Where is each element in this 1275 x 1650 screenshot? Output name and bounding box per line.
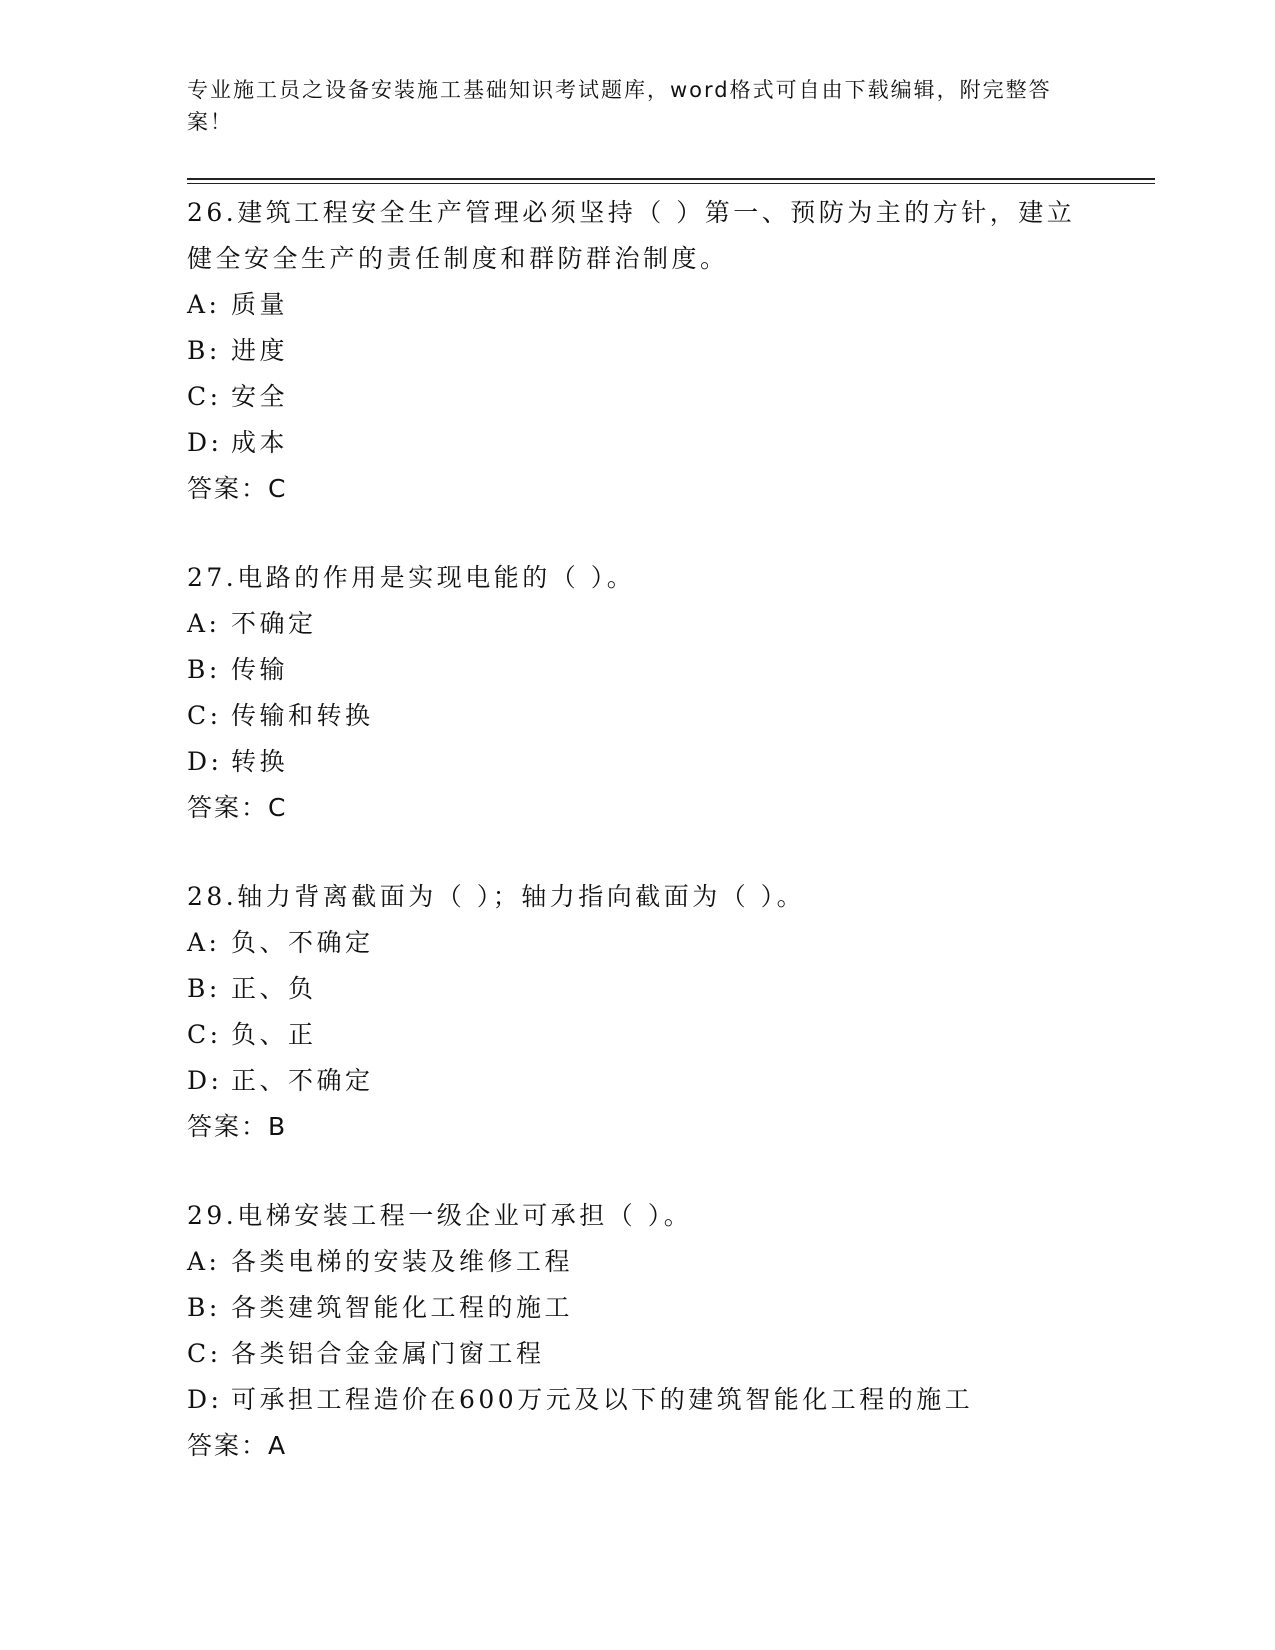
option-d	[187, 420, 1087, 466]
option-d	[187, 739, 1087, 785]
option-key: A:	[187, 609, 221, 638]
option-text: 不确定	[231, 609, 317, 638]
option-c	[187, 1331, 1087, 1377]
option-key: D:	[187, 428, 223, 457]
question-27	[187, 555, 1087, 831]
question-29	[187, 1193, 1087, 1469]
answer-line: 答案：A	[187, 1431, 288, 1460]
option-text: 质量	[231, 290, 289, 319]
option-key: A:	[187, 1247, 221, 1276]
option-b	[187, 966, 1087, 1012]
option-key: D:	[187, 747, 223, 776]
option-a	[187, 920, 1087, 966]
option-d	[187, 1377, 1087, 1423]
option-c	[187, 1012, 1087, 1058]
question-26	[187, 190, 1087, 512]
option-text: 进度	[231, 336, 289, 365]
question-stem: 29.电梯安装工程一级企业可承担（ ）。	[187, 1201, 693, 1230]
option-b	[187, 1285, 1087, 1331]
option-text: 负、正	[231, 1020, 317, 1049]
option-a	[187, 601, 1087, 647]
option-text: 正、不确定	[231, 1066, 374, 1095]
option-key: B:	[187, 336, 221, 365]
header-divider-thin	[187, 183, 1155, 184]
question-list	[187, 190, 1087, 1469]
option-text: 安全	[231, 382, 289, 411]
option-a	[187, 1239, 1087, 1285]
option-key: C:	[187, 1020, 222, 1049]
option-key: C:	[187, 1339, 222, 1368]
document-header: 专业施工员之设备安装施工基础知识考试题库，word格式可自由下载编辑，附完整答案！	[187, 78, 1052, 134]
option-b	[187, 328, 1087, 374]
option-text: 可承担工程造价在600万元及以下的建筑智能化工程的施工	[231, 1385, 974, 1414]
option-key: C:	[187, 382, 222, 411]
option-key: B:	[187, 655, 221, 684]
option-c	[187, 693, 1087, 739]
option-text: 成本	[231, 428, 289, 457]
option-text: 传输	[231, 655, 289, 684]
question-stem: 26.建筑工程安全生产管理必须坚持（ ）第一、预防为主的方针，建立健全安全生产的责任制度和群防群治制度。	[187, 198, 1076, 273]
option-c	[187, 374, 1087, 420]
option-a	[187, 282, 1087, 328]
header-divider-thick	[187, 178, 1155, 180]
answer-line: 答案：C	[187, 474, 288, 503]
question-28	[187, 874, 1087, 1150]
answer-line: 答案：B	[187, 1112, 288, 1141]
option-key: A:	[187, 928, 221, 957]
option-text: 各类电梯的安装及维修工程	[231, 1247, 574, 1276]
option-text: 负、不确定	[231, 928, 374, 957]
option-b	[187, 647, 1087, 693]
option-key: C:	[187, 701, 222, 730]
option-key: A:	[187, 290, 221, 319]
option-text: 各类建筑智能化工程的施工	[231, 1293, 574, 1322]
option-text: 转换	[231, 747, 289, 776]
option-key: D:	[187, 1385, 223, 1414]
option-text: 正、负	[231, 974, 317, 1003]
option-key: D:	[187, 1066, 223, 1095]
option-text: 各类铝合金金属门窗工程	[231, 1339, 545, 1368]
option-key: B:	[187, 1293, 221, 1322]
question-stem: 27.电路的作用是实现电能的（ ）。	[187, 563, 636, 592]
option-text: 传输和转换	[231, 701, 374, 730]
option-d	[187, 1058, 1087, 1104]
option-key: B:	[187, 974, 221, 1003]
question-stem: 28.轴力背离截面为（ ）；轴力指向截面为（ ）。	[187, 882, 806, 911]
answer-line: 答案：C	[187, 793, 288, 822]
